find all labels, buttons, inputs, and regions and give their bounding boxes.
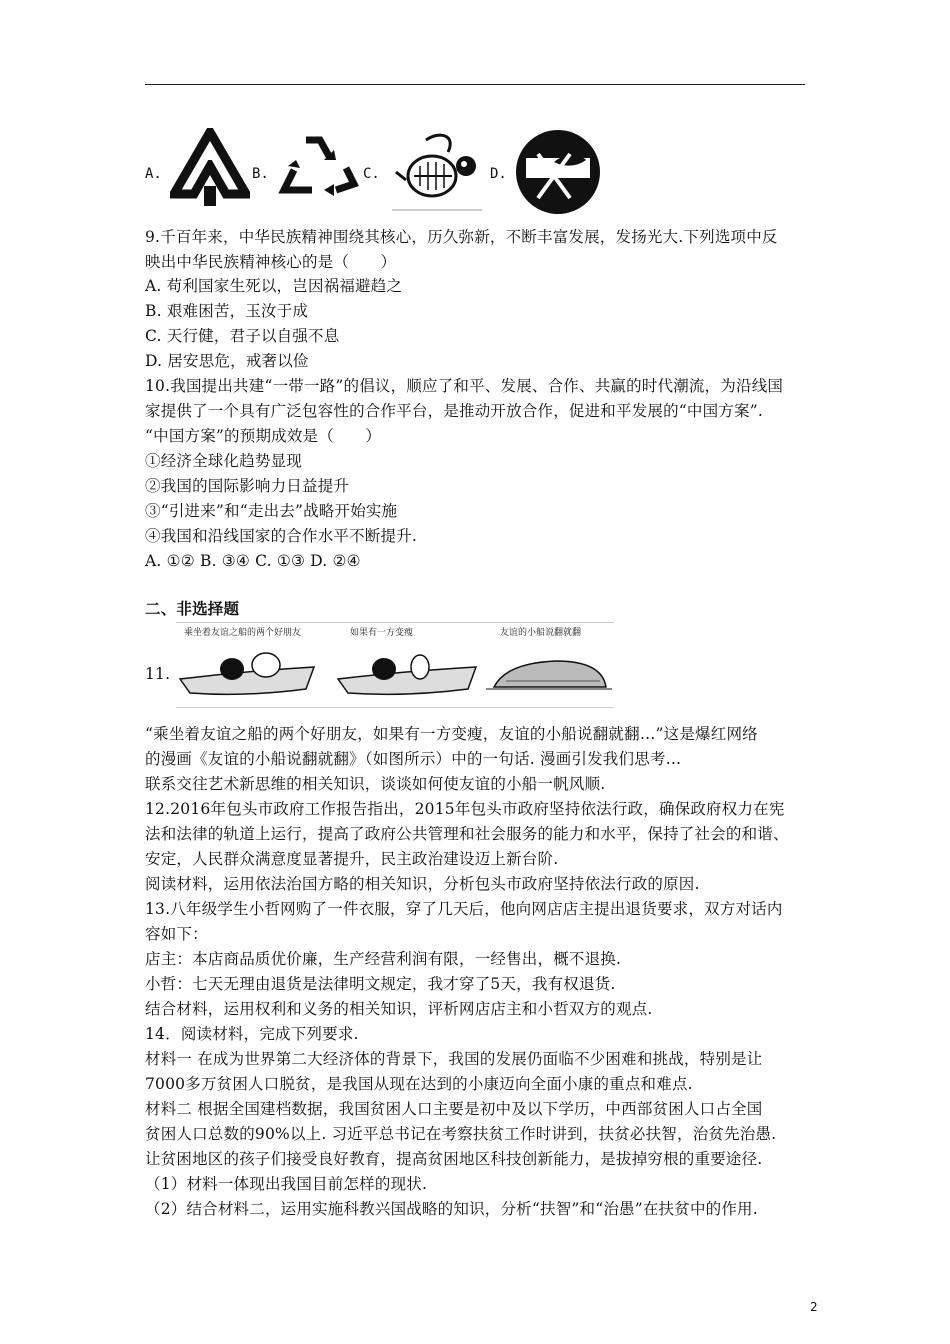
q8-option-a-label: A. xyxy=(145,166,162,182)
q9-option-a: A. 苟利国家生死以，岂因祸福避趋之 xyxy=(145,277,403,295)
q14-line8: （2）结合材料二，运用实施科教兴国战略的知识，分析“扶智”和“治愚”在扶贫中的作用. xyxy=(145,1200,758,1218)
q14-line7: （1）材料一体现出我国目前怎样的现状. xyxy=(145,1175,428,1193)
q13-line5: 结合材料，运用权利和义务的相关知识，评析网店店主和小哲双方的观点. xyxy=(145,1000,653,1018)
q10-item-3: ③“引进来”和“走出去”战略开始实施 xyxy=(145,502,398,520)
q10-stem-line2: 家提供了一个具有广泛包容性的合作平台，是推动开放合作，促进和平发展的“中国方案”. xyxy=(145,402,763,420)
q14-line6: 让贫困地区的孩子们接受良好教育，提高贫困地区科技创新能力，是拔掉穷根的重要途径. xyxy=(145,1150,763,1168)
friendship-boat-comic xyxy=(176,622,614,708)
section-title: 二、非选择题 xyxy=(145,599,240,618)
q8-option-b-label: B. xyxy=(252,166,269,182)
q8-option-c-label: C. xyxy=(363,166,380,182)
q10-item-1: ①经济全球化趋势显现 xyxy=(145,452,303,470)
q12-line3: 安定，人民群众满意度显著提升，民主政治建设迈上新台阶. xyxy=(145,850,559,868)
q9-option-b: B. 艰难困苦，玉汝于成 xyxy=(145,302,309,320)
fish-bone-icon xyxy=(386,126,486,214)
q9-option-c: C. 天行健，君子以自强不息 xyxy=(145,327,340,345)
no-fishing-sign-icon xyxy=(514,128,602,216)
q9-stem-line2: 映出中华民族精神核心的是（ ） xyxy=(145,253,397,271)
q14-line2: 材料一 在成为世界第二大经济体的背景下，我国的发展仍面临不少困难和挑战，特别是让 xyxy=(145,1050,763,1068)
q10-item-4: ④我国和沿线国家的合作水平不断提升. xyxy=(145,527,418,545)
q10-item-2: ②我国的国际影响力日益提升 xyxy=(145,477,350,495)
q9-stem-line1: 9.千百年来，中华民族精神围绕其核心，历久弥新，不断丰富发展，发扬光大.下列选项中反 xyxy=(145,228,778,246)
comic-drawing xyxy=(176,623,614,707)
q14-line3: 7000多万贫困人口脱贫，是我国从现在达到的小康迈向全面小康的重点和难点. xyxy=(145,1075,693,1093)
q10-stem-line3: “中国方案”的预期成效是（ ） xyxy=(145,427,382,445)
q14-line5: 贫困人口总数的90%以上. 习近平总书记在考察扶贫工作时讲到，扶贫必扶智，治贫先治愚. xyxy=(145,1125,777,1143)
page-number: 2 xyxy=(810,1300,818,1314)
q10-options: A. ①② B. ③④ C. ①③ D. ②④ xyxy=(145,552,361,570)
comic-caption-3: 友谊的小船说翻就翻 xyxy=(500,628,582,638)
q12-line1: 12.2016年包头市政府工作报告指出，2015年包头市政府坚持依法行政，确保政府权力在宪 xyxy=(145,800,785,818)
q10-stem-line1: 10.我国提出共建“一带一路”的倡议，顺应了和平、发展、合作、共赢的时代潮流，为沿线国 xyxy=(145,377,784,395)
q13-line2: 容如下： xyxy=(145,925,208,943)
q11-line2: 的漫画《友谊的小船说翻就翻》（如图所示）中的一句话. 漫画引发我们思考… xyxy=(145,750,682,768)
q13-line4: 小哲：七天无理由退货是法律明文规定，我才穿了5天，我有权退货. xyxy=(145,975,616,993)
q12-line2: 法和法律的轨道上运行，提高了政府公共管理和社会服务的能力和水平，保持了社会的和谐、 xyxy=(145,825,789,843)
q11-number: 11. xyxy=(145,665,171,683)
q13-line1: 13.八年级学生小哲网购了一件衣服，穿了几天后，他向网店店主提出退货要求，双方对话内 xyxy=(145,900,783,918)
recycle-triangle-icon xyxy=(276,132,360,196)
q13-line3: 店主：本店商品质优价廉，生产经营利润有限，一经售出，概不退换. xyxy=(145,950,622,968)
header-rule xyxy=(145,84,805,85)
q12-line4: 阅读材料，运用依法治国方略的相关知识，分析包头市政府坚持依法行政的原因. xyxy=(145,875,700,893)
recycle-tree-icon xyxy=(170,128,250,210)
comic-caption-1: 乘坐着友谊之船的两个好朋友 xyxy=(184,628,302,638)
q14-line1: 14．阅读材料，完成下列要求. xyxy=(145,1025,359,1043)
q11-line1: “乘坐着友谊之船的两个好朋友，如果有一方变瘦，友谊的小船说翻就翻…”这是爆红网络 xyxy=(145,725,758,743)
q9-option-d: D. 居安思危，戒奢以俭 xyxy=(145,352,309,370)
q8-option-d-label: D. xyxy=(490,166,507,182)
q14-line4: 材料二 根据全国建档数据，我国贫困人口主要是初中及以下学历，中西部贫困人口占全国 xyxy=(145,1100,763,1118)
q11-line3: 联系交往艺术新思维的相关知识，谈谈如何使友谊的小船一帆风顺. xyxy=(145,775,606,793)
comic-caption-2: 如果有一方变瘦 xyxy=(350,628,414,638)
